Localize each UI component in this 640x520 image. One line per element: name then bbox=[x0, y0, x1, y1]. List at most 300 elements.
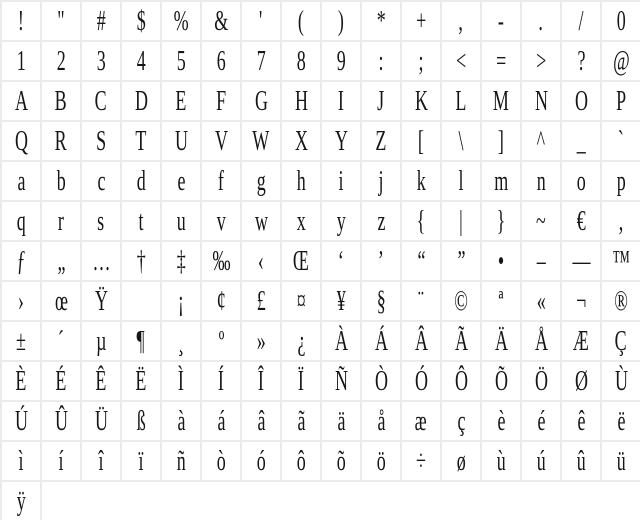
glyph: _ bbox=[576, 125, 586, 157]
glyph-cell[interactable] bbox=[482, 442, 522, 482]
glyph: ø bbox=[456, 445, 466, 477]
glyph: ä bbox=[337, 405, 345, 437]
glyph: Œ bbox=[292, 245, 309, 277]
glyph: Î bbox=[257, 365, 264, 397]
glyph: W bbox=[252, 125, 270, 157]
glyph: F bbox=[215, 85, 226, 117]
glyph-cell[interactable] bbox=[162, 162, 202, 202]
glyph-cell[interactable] bbox=[202, 42, 242, 82]
glyph-cell[interactable] bbox=[82, 322, 122, 362]
glyph-cell[interactable] bbox=[2, 482, 42, 520]
glyph-cell[interactable] bbox=[562, 442, 602, 482]
glyph: ù bbox=[496, 445, 506, 477]
glyph-cell[interactable] bbox=[322, 402, 362, 442]
glyph-cell[interactable] bbox=[442, 242, 482, 282]
glyph-cell[interactable] bbox=[282, 322, 322, 362]
glyph: È bbox=[15, 365, 27, 397]
glyph-cell[interactable] bbox=[402, 442, 442, 482]
glyph-cell[interactable] bbox=[162, 242, 202, 282]
glyph-cell[interactable] bbox=[202, 162, 242, 202]
glyph: › bbox=[17, 285, 24, 317]
glyph: 0 bbox=[616, 5, 626, 37]
glyph-cell[interactable] bbox=[442, 362, 482, 402]
glyph-cell[interactable] bbox=[522, 322, 562, 362]
glyph: ¬ bbox=[575, 285, 587, 317]
glyph-cell[interactable] bbox=[482, 282, 522, 322]
glyph-cell[interactable] bbox=[322, 82, 362, 122]
glyph-cell[interactable] bbox=[42, 322, 82, 362]
glyph-cell[interactable] bbox=[82, 162, 122, 202]
glyph: ÿ bbox=[16, 485, 26, 517]
glyph-cell[interactable] bbox=[602, 162, 640, 202]
glyph: ] bbox=[497, 125, 504, 157]
glyph-cell[interactable] bbox=[242, 122, 282, 162]
glyph: ´ bbox=[57, 325, 64, 357]
glyph: “ bbox=[417, 245, 425, 277]
glyph-row bbox=[2, 402, 640, 442]
glyph-cell[interactable] bbox=[322, 2, 362, 42]
glyph: T bbox=[135, 125, 147, 157]
glyph-cell[interactable] bbox=[602, 442, 640, 482]
glyph: ã bbox=[297, 405, 305, 437]
glyph: 5 bbox=[176, 45, 186, 77]
glyph-cell[interactable] bbox=[122, 42, 162, 82]
glyph-cell[interactable] bbox=[282, 82, 322, 122]
glyph-cell[interactable] bbox=[282, 42, 322, 82]
glyph: À bbox=[334, 325, 348, 357]
glyph-cell[interactable] bbox=[242, 322, 282, 362]
glyph-cell[interactable] bbox=[362, 402, 402, 442]
glyph-cell[interactable] bbox=[2, 362, 42, 402]
glyph-cell[interactable] bbox=[202, 282, 242, 322]
glyph-cell[interactable] bbox=[42, 162, 82, 202]
glyph-cell[interactable] bbox=[562, 162, 602, 202]
glyph: ª bbox=[498, 285, 504, 317]
glyph-cell[interactable] bbox=[522, 82, 562, 122]
glyph-cell[interactable] bbox=[82, 122, 122, 162]
glyph-cell[interactable] bbox=[82, 2, 122, 42]
glyph: Z bbox=[375, 125, 387, 157]
glyph: Ã bbox=[454, 325, 468, 357]
glyph: n bbox=[536, 165, 546, 197]
glyph: † bbox=[136, 245, 146, 277]
glyph: ~ bbox=[536, 205, 546, 237]
glyph-cell[interactable] bbox=[122, 82, 162, 122]
glyph: = bbox=[495, 45, 507, 77]
glyph-cell[interactable] bbox=[122, 242, 162, 282]
glyph-cell[interactable] bbox=[42, 122, 82, 162]
glyph-row bbox=[2, 42, 640, 82]
glyph-cell[interactable] bbox=[402, 362, 442, 402]
glyph-cell[interactable] bbox=[482, 362, 522, 402]
glyph: Y bbox=[334, 125, 348, 157]
glyph-cell[interactable] bbox=[42, 282, 82, 322]
glyph: b bbox=[56, 165, 66, 197]
glyph-cell[interactable] bbox=[282, 442, 322, 482]
glyph-cell[interactable] bbox=[2, 322, 42, 362]
glyph-row bbox=[2, 362, 640, 402]
glyph-cell[interactable] bbox=[162, 322, 202, 362]
glyph: Ò bbox=[374, 365, 388, 397]
glyph: ‚ bbox=[617, 205, 624, 237]
glyph-cell[interactable] bbox=[362, 362, 402, 402]
glyph-cell[interactable] bbox=[202, 122, 242, 162]
glyph-cell[interactable] bbox=[442, 402, 482, 442]
glyph: K bbox=[414, 85, 428, 117]
glyph-cell[interactable] bbox=[402, 82, 442, 122]
glyph: é bbox=[537, 405, 545, 437]
glyph-cell[interactable] bbox=[2, 162, 42, 202]
glyph: ( bbox=[297, 5, 304, 37]
glyph-cell[interactable] bbox=[602, 82, 640, 122]
glyph-cell[interactable] bbox=[482, 2, 522, 42]
glyph: X bbox=[294, 125, 308, 157]
glyph: Ô bbox=[454, 365, 468, 397]
glyph-cell[interactable] bbox=[362, 242, 402, 282]
glyph-cell[interactable] bbox=[562, 282, 602, 322]
glyph-cell[interactable] bbox=[442, 442, 482, 482]
glyph-cell[interactable] bbox=[402, 242, 442, 282]
glyph-cell[interactable] bbox=[402, 202, 442, 242]
glyph-cell[interactable] bbox=[242, 402, 282, 442]
glyph: ë bbox=[617, 405, 625, 437]
glyph-cell[interactable] bbox=[402, 402, 442, 442]
glyph: Ë bbox=[135, 365, 147, 397]
glyph-cell[interactable] bbox=[362, 162, 402, 202]
glyph-cell[interactable] bbox=[602, 122, 640, 162]
glyph: Ù bbox=[614, 365, 628, 397]
glyph-cell[interactable] bbox=[162, 2, 202, 42]
glyph-cell[interactable] bbox=[562, 82, 602, 122]
glyph: • bbox=[497, 245, 505, 277]
glyph: D bbox=[134, 85, 148, 117]
glyph: ö bbox=[376, 445, 386, 477]
glyph-cell[interactable] bbox=[362, 122, 402, 162]
glyph-cell[interactable] bbox=[602, 2, 640, 42]
glyph-cell[interactable] bbox=[202, 2, 242, 42]
glyph-cell[interactable] bbox=[162, 122, 202, 162]
glyph-cell[interactable] bbox=[162, 202, 202, 242]
glyph-cell[interactable] bbox=[482, 82, 522, 122]
glyph: á bbox=[217, 405, 225, 437]
glyph-cell[interactable] bbox=[282, 122, 322, 162]
glyph: } bbox=[496, 205, 506, 237]
glyph-cell[interactable] bbox=[162, 42, 202, 82]
glyph-cell[interactable] bbox=[362, 202, 402, 242]
glyph: q bbox=[16, 205, 26, 237]
glyph: ‹ bbox=[257, 245, 264, 277]
glyph-cell[interactable] bbox=[602, 402, 640, 442]
glyph-cell[interactable] bbox=[42, 2, 82, 42]
glyph: ú bbox=[536, 445, 546, 477]
glyph-cell[interactable] bbox=[42, 402, 82, 442]
glyph-cell[interactable] bbox=[322, 202, 362, 242]
glyph: Q bbox=[14, 125, 28, 157]
glyph: Ú bbox=[14, 405, 28, 437]
glyph-cell[interactable] bbox=[322, 42, 362, 82]
glyph-cell[interactable] bbox=[482, 162, 522, 202]
glyph-cell[interactable] bbox=[82, 42, 122, 82]
glyph-cell[interactable] bbox=[42, 202, 82, 242]
glyph-cell[interactable] bbox=[242, 362, 282, 402]
glyph-cell[interactable] bbox=[402, 322, 442, 362]
glyph-cell[interactable] bbox=[282, 362, 322, 402]
glyph-cell[interactable] bbox=[522, 162, 562, 202]
glyph-cell[interactable] bbox=[362, 282, 402, 322]
glyph: ' bbox=[259, 5, 263, 37]
glyph-cell[interactable] bbox=[402, 42, 442, 82]
glyph-cell[interactable] bbox=[562, 402, 602, 442]
glyph-cell[interactable] bbox=[42, 242, 82, 282]
glyph: [ bbox=[417, 125, 424, 157]
glyph-cell[interactable] bbox=[482, 322, 522, 362]
glyph-cell[interactable] bbox=[322, 122, 362, 162]
glyph-cell[interactable] bbox=[42, 82, 82, 122]
glyph-cell[interactable] bbox=[202, 242, 242, 282]
glyph-cell[interactable] bbox=[522, 362, 562, 402]
glyph-cell[interactable] bbox=[282, 162, 322, 202]
glyph-cell[interactable] bbox=[82, 402, 122, 442]
glyph-cell[interactable] bbox=[602, 282, 640, 322]
glyph-cell[interactable] bbox=[202, 362, 242, 402]
glyph-cell[interactable] bbox=[402, 162, 442, 202]
glyph-cell[interactable] bbox=[362, 82, 402, 122]
glyph: Ñ bbox=[334, 365, 348, 397]
glyph-cell[interactable] bbox=[122, 322, 162, 362]
glyph-cell[interactable] bbox=[162, 282, 202, 322]
glyph: « bbox=[536, 285, 546, 317]
glyph-cell[interactable] bbox=[442, 162, 482, 202]
glyph: v bbox=[216, 205, 226, 237]
glyph: M bbox=[492, 85, 509, 117]
glyph: ñ bbox=[176, 445, 186, 477]
glyph-cell[interactable] bbox=[402, 122, 442, 162]
glyph-cell[interactable] bbox=[2, 122, 42, 162]
glyph: j bbox=[378, 165, 384, 197]
glyph-cell[interactable] bbox=[482, 402, 522, 442]
glyph-cell[interactable] bbox=[122, 2, 162, 42]
glyph-cell[interactable] bbox=[522, 2, 562, 42]
glyph: > bbox=[535, 45, 547, 77]
glyph-cell[interactable] bbox=[522, 242, 562, 282]
glyph: ê bbox=[577, 405, 585, 437]
glyph-cell[interactable] bbox=[602, 202, 640, 242]
glyph-cell[interactable] bbox=[522, 42, 562, 82]
glyph: ? bbox=[577, 45, 585, 77]
glyph-cell[interactable] bbox=[602, 42, 640, 82]
glyph-cell[interactable] bbox=[522, 202, 562, 242]
glyph-cell[interactable] bbox=[282, 202, 322, 242]
glyph-cell[interactable] bbox=[282, 2, 322, 42]
glyph-cell[interactable] bbox=[602, 242, 640, 282]
glyph-cell[interactable] bbox=[322, 362, 362, 402]
glyph-cell[interactable] bbox=[122, 202, 162, 242]
glyph-cell[interactable] bbox=[42, 362, 82, 402]
glyph-cell[interactable] bbox=[442, 322, 482, 362]
glyph-cell[interactable] bbox=[522, 282, 562, 322]
glyph-cell[interactable] bbox=[282, 282, 322, 322]
glyph-cell[interactable] bbox=[442, 42, 482, 82]
glyph-cell[interactable] bbox=[2, 402, 42, 442]
glyph: % bbox=[173, 5, 189, 37]
glyph: ¶ bbox=[136, 325, 146, 357]
glyph-cell[interactable] bbox=[282, 242, 322, 282]
glyph: e bbox=[177, 165, 185, 197]
glyph-cell[interactable] bbox=[82, 442, 122, 482]
glyph: 4 bbox=[136, 45, 146, 77]
glyph-cell[interactable] bbox=[2, 282, 42, 322]
glyph: æ bbox=[415, 405, 427, 437]
glyph: û bbox=[576, 445, 586, 477]
glyph: » bbox=[256, 325, 266, 357]
glyph-cell[interactable] bbox=[442, 202, 482, 242]
glyph-cell[interactable] bbox=[442, 2, 482, 42]
glyph: Æ bbox=[572, 325, 589, 357]
glyph-cell[interactable] bbox=[362, 442, 402, 482]
glyph-cell[interactable] bbox=[122, 402, 162, 442]
glyph: Ï bbox=[297, 365, 304, 397]
glyph: Â bbox=[414, 325, 428, 357]
glyph-cell[interactable] bbox=[162, 442, 202, 482]
glyph-cell[interactable] bbox=[482, 202, 522, 242]
glyph: ô bbox=[296, 445, 306, 477]
glyph-cell[interactable] bbox=[442, 122, 482, 162]
glyph: 7 bbox=[256, 45, 266, 77]
glyph-cell[interactable] bbox=[2, 2, 42, 42]
glyph-cell[interactable] bbox=[162, 82, 202, 122]
glyph-cell[interactable] bbox=[242, 2, 282, 42]
glyph: ¤ bbox=[296, 285, 306, 317]
glyph-cell[interactable] bbox=[242, 42, 282, 82]
glyph-cell[interactable] bbox=[82, 202, 122, 242]
glyph-cell[interactable] bbox=[402, 282, 442, 322]
glyph-cell[interactable] bbox=[82, 282, 122, 322]
glyph: Ó bbox=[414, 365, 428, 397]
glyph: z bbox=[377, 205, 385, 237]
glyph: # bbox=[96, 5, 106, 37]
glyph: ó bbox=[256, 445, 266, 477]
glyph-cell[interactable] bbox=[482, 122, 522, 162]
glyph-cell[interactable] bbox=[202, 402, 242, 442]
glyph-cell[interactable] bbox=[522, 442, 562, 482]
glyph-cell[interactable] bbox=[2, 82, 42, 122]
glyph-cell[interactable] bbox=[242, 82, 282, 122]
glyph: x bbox=[296, 205, 306, 237]
glyph-cell[interactable] bbox=[322, 322, 362, 362]
glyph-cell[interactable] bbox=[282, 402, 322, 442]
glyph: ‰ bbox=[212, 245, 230, 277]
glyph-cell[interactable] bbox=[42, 442, 82, 482]
glyph-cell[interactable] bbox=[322, 282, 362, 322]
glyph-cell[interactable] bbox=[2, 442, 42, 482]
glyph-cell[interactable] bbox=[522, 402, 562, 442]
glyph-cell[interactable] bbox=[482, 42, 522, 82]
glyph: * bbox=[376, 5, 386, 37]
glyph-cell[interactable] bbox=[322, 242, 362, 282]
glyph: ‡ bbox=[176, 245, 186, 277]
glyph-cell[interactable] bbox=[122, 162, 162, 202]
glyph-cell[interactable] bbox=[122, 362, 162, 402]
glyph: ‘ bbox=[337, 245, 344, 277]
glyph: E bbox=[175, 85, 187, 117]
glyph-cell[interactable] bbox=[122, 282, 162, 322]
glyph-cell[interactable] bbox=[42, 42, 82, 82]
glyph-cell[interactable] bbox=[402, 2, 442, 42]
glyph-cell[interactable] bbox=[562, 122, 602, 162]
glyph-cell[interactable] bbox=[362, 42, 402, 82]
glyph: Ö bbox=[534, 365, 548, 397]
glyph-cell[interactable] bbox=[2, 242, 42, 282]
glyph-cell[interactable] bbox=[562, 2, 602, 42]
glyph: ü bbox=[616, 445, 626, 477]
glyph: Ü bbox=[94, 405, 108, 437]
glyph-cell[interactable] bbox=[162, 362, 202, 402]
glyph-cell[interactable] bbox=[202, 442, 242, 482]
glyph-cell[interactable] bbox=[242, 202, 282, 242]
glyph-cell[interactable] bbox=[82, 82, 122, 122]
glyph: â bbox=[257, 405, 265, 437]
glyph: { bbox=[416, 205, 426, 237]
glyph-cell[interactable] bbox=[242, 282, 282, 322]
glyph: à bbox=[177, 405, 185, 437]
glyph: 9 bbox=[336, 45, 346, 77]
glyph-cell[interactable] bbox=[2, 42, 42, 82]
glyph: í bbox=[58, 445, 64, 477]
glyph: ß bbox=[136, 405, 146, 437]
glyph: É bbox=[55, 365, 67, 397]
glyph-cell[interactable] bbox=[562, 242, 602, 282]
glyph-cell[interactable] bbox=[242, 242, 282, 282]
glyph-cell[interactable] bbox=[202, 322, 242, 362]
glyph-cell[interactable] bbox=[2, 202, 42, 242]
glyph-cell[interactable] bbox=[562, 202, 602, 242]
glyph: — bbox=[572, 245, 590, 277]
glyph-cell[interactable] bbox=[82, 362, 122, 402]
glyph-cell[interactable] bbox=[162, 402, 202, 442]
glyph-cell[interactable] bbox=[82, 242, 122, 282]
glyph: Ç bbox=[615, 325, 627, 357]
glyph-cell[interactable] bbox=[602, 362, 640, 402]
glyph-row bbox=[2, 202, 640, 242]
glyph-cell[interactable] bbox=[522, 122, 562, 162]
glyph-cell[interactable] bbox=[122, 442, 162, 482]
glyph-cell[interactable] bbox=[322, 442, 362, 482]
glyph: S bbox=[95, 125, 106, 157]
glyph: / bbox=[578, 5, 584, 37]
glyph-cell[interactable] bbox=[442, 82, 482, 122]
glyph-cell[interactable] bbox=[562, 362, 602, 402]
glyph: . bbox=[538, 5, 544, 37]
glyph: § bbox=[376, 285, 386, 317]
glyph-cell[interactable] bbox=[482, 242, 522, 282]
glyph-cell[interactable] bbox=[362, 2, 402, 42]
glyph-cell[interactable] bbox=[562, 42, 602, 82]
glyph-cell[interactable] bbox=[202, 202, 242, 242]
glyph-cell[interactable] bbox=[562, 322, 602, 362]
glyph-cell[interactable] bbox=[242, 442, 282, 482]
glyph-cell[interactable] bbox=[242, 162, 282, 202]
glyph-cell[interactable] bbox=[322, 162, 362, 202]
glyph-cell[interactable] bbox=[362, 322, 402, 362]
glyph: ` bbox=[617, 125, 624, 157]
glyph: g bbox=[256, 165, 266, 197]
glyph-row bbox=[2, 322, 640, 362]
glyph-cell[interactable] bbox=[122, 122, 162, 162]
glyph-cell[interactable] bbox=[202, 82, 242, 122]
glyph-cell[interactable] bbox=[602, 322, 640, 362]
glyph-cell[interactable] bbox=[442, 282, 482, 322]
glyph: ¥ bbox=[336, 285, 346, 317]
